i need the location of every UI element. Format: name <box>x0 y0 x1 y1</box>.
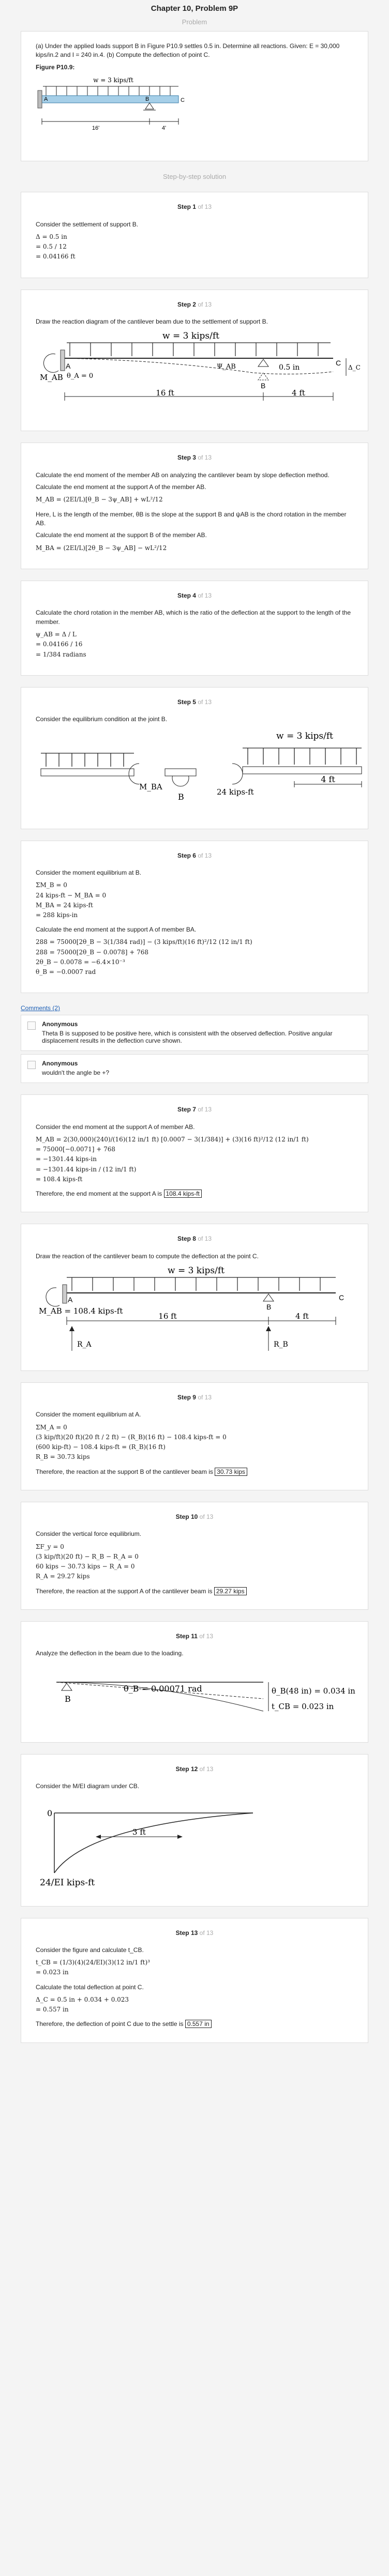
svg-text:0: 0 <box>47 1808 53 1818</box>
comment <box>21 1054 368 1083</box>
point-b: B <box>145 96 149 103</box>
step-title: Step 9 of 13 <box>177 1394 212 1401</box>
step-13-card <box>21 1918 368 2043</box>
point-c: C <box>181 97 185 104</box>
step-title: Step 12 of 13 <box>175 1765 214 1773</box>
comment-author[interactable]: Anonymous <box>42 1060 78 1068</box>
problem-label: Problem <box>182 18 207 26</box>
svg-text:B: B <box>178 791 184 802</box>
comment-text: Theta B is supposed to be positive here, which is consistent with the observed deflection. Positive angular displacement results in the deflection curve shown. <box>42 1030 333 1045</box>
svg-text:24 kips-ft: 24 kips-ft <box>217 787 254 797</box>
svg-text:3 ft: 3 ft <box>132 1827 146 1837</box>
step-math: 288 = 75000[2θ_B − 3(1/384 rad)] − (3 kips/ft)(16 ft)²/12 (12 in/1 ft) 288 = 75000[2θ_B − 0.0078] + 768 2θ_B − 0.0078 = −6.4×10⁻³ θ_B = −0.0007 rad <box>36 938 252 976</box>
step-text: Consider the vertical force equilibrium. <box>36 1530 142 1538</box>
comment-author[interactable]: Anonymous <box>42 1020 78 1028</box>
comment-text: wouldn't the angle be +? <box>42 1069 110 1077</box>
comment <box>21 1015 368 1051</box>
solution-label: Step-by-step solution <box>162 173 227 181</box>
svg-text:C: C <box>336 359 341 368</box>
span-4: 4' <box>161 125 167 132</box>
header <box>21 0 368 26</box>
step-9-card <box>21 1382 368 1490</box>
step-text: Consider the M/EI diagram under CB. <box>36 1782 140 1790</box>
step-title: Step 2 of 13 <box>177 300 212 308</box>
svg-text:16 ft: 16 ft <box>158 1312 177 1321</box>
step-title: Step 5 of 13 <box>177 698 212 706</box>
step-text: Consider the figure and calculate t_CB. <box>36 1946 144 1954</box>
svg-text:M_BA: M_BA <box>139 782 162 791</box>
deflection-diagram <box>36 1662 356 1729</box>
m-ei-diagram <box>36 1794 305 1893</box>
avatar <box>27 1061 36 1069</box>
step-text: Consider the end moment at the support A of member AB. <box>36 1123 195 1131</box>
step-text: Consider the moment equilibrium at B. <box>36 868 142 876</box>
svg-text:16 ft: 16 ft <box>156 388 174 398</box>
step-3-card <box>21 443 368 569</box>
svg-text:R_A: R_A <box>77 1340 92 1349</box>
step-7-card <box>21 1094 368 1212</box>
settlement-diagram <box>36 329 361 417</box>
step-math: t_CB = (1/3)(4)(24/EI)(3)(12 in/1 ft)³ = 0.023 in <box>36 1959 150 1976</box>
step-10-card <box>21 1502 368 1610</box>
svg-text:R_B: R_B <box>274 1340 288 1349</box>
step-math: ψ_AB = Δ / L = 0.04166 / 16 = 1/384 radians <box>36 631 86 658</box>
point-a: A <box>44 96 48 103</box>
step-math: ΣM_B = 0 24 kips-ft − M_BA = 0 M_BA = 24 kips-ft = 288 kips-in <box>36 881 107 919</box>
step-text: Consider the moment equilibrium at A. <box>36 1411 141 1419</box>
step-title: Step 10 of 13 <box>175 1513 214 1521</box>
step-text: Draw the reaction of the cantilever beam to compute the deflection at the point C. <box>36 1252 259 1260</box>
svg-text:B: B <box>261 382 266 390</box>
svg-text:θ_B = 0.00071 rad: θ_B = 0.00071 rad <box>124 1683 202 1694</box>
step-text: Consider the equilibrium condition at the joint B. <box>36 715 168 723</box>
step-text: Here, L is the length of the member, θB is the slope at the support B and ψAB is the chord rotation in the member AB. <box>36 510 347 527</box>
step-1-card <box>21 192 368 278</box>
svg-text:w = 3 kips/ft: w = 3 kips/ft <box>162 331 220 342</box>
step-text: Draw the reaction diagram of the cantilever beam due to the settlement of support B. <box>36 317 268 325</box>
svg-text:w = 3 kips/ft: w = 3 kips/ft <box>167 1266 225 1276</box>
step-title: Step 6 of 13 <box>177 851 212 859</box>
step-8-card <box>21 1224 368 1371</box>
svg-text:w = 3 kips/ft: w = 3 kips/ft <box>276 730 334 741</box>
step-math: Δ_C = 0.5 in + 0.034 + 0.023 = 0.557 in <box>36 1996 129 2014</box>
svg-text:0.5 in: 0.5 in <box>279 363 300 372</box>
step-answer: Therefore, the end moment at the support A is 108.4 kips-ft <box>36 1190 353 1198</box>
svg-text:4 ft: 4 ft <box>295 1312 309 1321</box>
step-text: Calculate the total deflection at point C. <box>36 1983 144 1991</box>
svg-text:4 ft: 4 ft <box>292 388 305 398</box>
problem-card <box>21 31 368 161</box>
step-text: Calculate the end moment at the support B of the member AB. <box>36 531 207 539</box>
svg-text:24/EI kips-ft: 24/EI kips-ft <box>40 1877 95 1888</box>
svg-text:θ_B(48 in) = 0.034 in: θ_B(48 in) = 0.034 in <box>272 1686 355 1696</box>
step-12-card <box>21 1754 368 1907</box>
avatar <box>27 1022 36 1030</box>
joint-b-diagram <box>36 727 367 815</box>
svg-text:Δ_C: Δ_C <box>348 364 361 372</box>
span-16: 16' <box>92 125 100 132</box>
page-title: Chapter 10, Problem 9P <box>151 4 238 13</box>
step-answer: Therefore, the deflection of point C due to the settle is 0.557 in <box>36 2020 353 2029</box>
step-text: Analyze the deflection in the beam due to the loading. <box>36 1650 184 1657</box>
step-4-card <box>21 581 368 676</box>
problem-text: (a) Under the applied loads support B in Figure P10.9 settles 0.5 in. Determine all reactions. Given: E = 30,000 kips/in.2 and I = 240 in.4. (b) Compute the deflection of point C. <box>36 42 340 59</box>
step-title: Step 4 of 13 <box>177 592 212 600</box>
svg-text:B: B <box>266 1303 272 1312</box>
step-text: Calculate the end moment at the support A of member BA. <box>36 926 197 934</box>
step-math: M_BA = (2EI/L)[2θ_B − 3ψ_AB] − wL²/12 <box>36 544 167 552</box>
svg-text:Ψ_AB: Ψ_AB <box>217 363 236 371</box>
step-math: M_AB = (2EI/L)[θ_B − 3ψ_AB] + wL²/12 <box>36 496 163 504</box>
step-text: Calculate the end moment of the member AB on analyzing the cantilever beam by slope deflection method. <box>36 471 330 479</box>
figure-p10-9 <box>36 75 191 147</box>
step-math: Δ = 0.5 in = 0.5 / 12 = 0.04166 ft <box>36 233 76 261</box>
svg-text:A: A <box>68 1295 73 1304</box>
reaction-diagram <box>36 1264 356 1357</box>
figure-label: Figure P10.9: <box>36 63 75 71</box>
step-answer: Therefore, the reaction at the support A of the cantilever beam is 29.27 kips <box>36 1587 353 1596</box>
step-5-card <box>21 687 368 829</box>
step-title: Step 8 of 13 <box>177 1235 212 1243</box>
comments-link[interactable]: Comments (2) <box>21 1004 61 1012</box>
load-label: w = 3 kips/ft <box>93 77 133 84</box>
svg-text:θ_A = 0: θ_A = 0 <box>67 372 94 380</box>
svg-text:4 ft: 4 ft <box>321 774 335 784</box>
svg-text:t_CB = 0.023 in: t_CB = 0.023 in <box>272 1701 334 1711</box>
step-math: ΣM_A = 0 (3 kip/ft)(20 ft)(20 ft / 2 ft) − (R_B)(16 ft) − 108.4 kips-ft = 0 (600 kip-ft) − 108.4 kips-ft = (R_B)(16 ft) R_B = 30.73 kips <box>36 1423 227 1461</box>
svg-text:C: C <box>339 1293 345 1302</box>
step-title: Step 1 of 13 <box>177 203 212 211</box>
step-text: Calculate the chord rotation in the member AB, which is the ratio of the deflection at the support to the length of the member. <box>36 609 351 626</box>
step-title: Step 3 of 13 <box>177 454 212 462</box>
step-math: ΣF_y = 0 (3 kip/ft)(20 ft) − R_B − R_A = 0 60 kips − 30.73 kips − R_A = 0 R_A = 29.27 kips <box>36 1543 139 1580</box>
step-answer: Therefore, the reaction at the support B of the cantilever beam is 30.73 kips <box>36 1468 353 1476</box>
step-6-card <box>21 841 368 994</box>
step-title: Step 13 of 13 <box>175 1929 214 1937</box>
step-2-card <box>21 289 368 432</box>
step-11-card <box>21 1621 368 1743</box>
step-title: Step 7 of 13 <box>177 1106 212 1114</box>
svg-text:M_AB: M_AB <box>40 373 63 383</box>
step-text: Consider the settlement of support B. <box>36 220 139 228</box>
step-title: Step 11 of 13 <box>175 1632 214 1640</box>
svg-text:A: A <box>66 362 71 371</box>
step-text: Calculate the end moment at the support A of the member AB. <box>36 483 206 491</box>
step-math: M_AB = 2(30,000)(240)/(16)(12 in/1 ft) [0.0007 − 3(1/384)] + (3)(16 ft)²/12 (12 in/1 ft) = 75000[−0.0071] + 768 = −1301.44 kips-in = −1301.44 kips-in / (12 in/1 ft) = 108.4 kips-ft <box>36 1135 309 1183</box>
svg-text:B: B <box>65 1694 71 1704</box>
svg-text:M_AB = 108.4 kips-ft: M_AB = 108.4 kips-ft <box>39 1306 123 1316</box>
